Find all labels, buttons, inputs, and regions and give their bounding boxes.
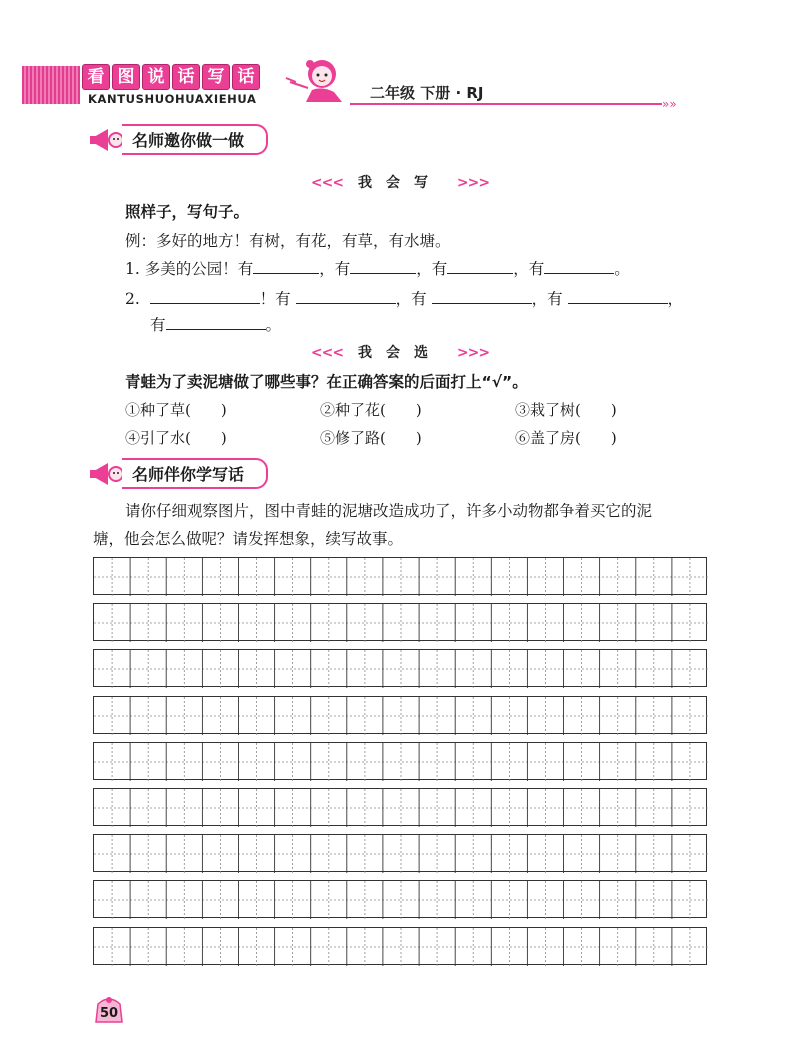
sub-header-choose bbox=[0, 342, 800, 362]
question-2-line2 bbox=[150, 313, 281, 335]
q1-sep: ，有 bbox=[416, 260, 448, 278]
arrow-right-icon: >>> bbox=[456, 345, 490, 361]
q1-sep: ，有 bbox=[319, 260, 351, 278]
q2-sep: ， bbox=[667, 290, 684, 308]
q2-line2-prefix: 有 bbox=[150, 316, 166, 334]
girl-mascot-icon bbox=[282, 52, 352, 108]
blank[interactable] bbox=[150, 289, 260, 304]
writing-grid-row[interactable] bbox=[93, 649, 707, 687]
header-title-char: 说 bbox=[142, 64, 170, 90]
header-divider bbox=[350, 103, 662, 105]
writing-grid-row[interactable] bbox=[93, 834, 707, 872]
writing-grid-row[interactable] bbox=[93, 557, 707, 595]
header-pinyin: KANTUSHUOHUAXIEHUA bbox=[88, 92, 257, 106]
option[interactable]: ⑥盖了房( ) bbox=[515, 429, 617, 447]
blank[interactable] bbox=[296, 289, 396, 304]
header-title-char: 图 bbox=[112, 64, 140, 90]
instruction: 照样子，写句子。 bbox=[125, 203, 250, 221]
header-title bbox=[82, 64, 260, 90]
page-number: 50 bbox=[99, 1006, 119, 1021]
blank[interactable] bbox=[544, 259, 614, 274]
section-banner-2 bbox=[90, 458, 268, 489]
writing-grid-row[interactable] bbox=[93, 603, 707, 641]
question-1 bbox=[125, 257, 630, 279]
section-banner-label: 名师邀你做一做 bbox=[122, 124, 268, 155]
blank[interactable] bbox=[432, 289, 532, 304]
option[interactable]: ①种了草( ) bbox=[125, 401, 227, 419]
blank[interactable] bbox=[568, 289, 668, 304]
question-2 bbox=[125, 287, 683, 309]
option[interactable]: ②种了花( ) bbox=[320, 401, 422, 419]
blank[interactable] bbox=[166, 315, 266, 330]
writing-grid-row[interactable] bbox=[93, 788, 707, 826]
writing-prompt-line2: 塘，他会怎么做呢？请发挥想象，续写故事。 bbox=[93, 530, 404, 548]
sub-header-write bbox=[0, 172, 800, 192]
option[interactable]: ④引了水( ) bbox=[125, 429, 227, 447]
megaphone-icon bbox=[90, 459, 126, 489]
option[interactable]: ③栽了树( ) bbox=[515, 401, 617, 419]
writing-grid-row[interactable] bbox=[93, 927, 707, 965]
blank[interactable] bbox=[253, 259, 319, 274]
header-arrow-icon: »» bbox=[662, 97, 677, 111]
option[interactable]: ⑤修了路( ) bbox=[320, 429, 422, 447]
arrow-left-icon: <<< bbox=[310, 175, 344, 191]
section-banner-1 bbox=[90, 124, 268, 155]
writing-grid-row[interactable] bbox=[93, 742, 707, 780]
q1-end: 。 bbox=[614, 260, 630, 278]
q1-prefix: 1. 多美的公园！有 bbox=[125, 260, 254, 278]
section-banner-label: 名师伴你学写话 bbox=[122, 458, 268, 489]
q2-sep: ，有 bbox=[531, 290, 563, 308]
header-title-char: 话 bbox=[172, 64, 200, 90]
blank[interactable] bbox=[447, 259, 513, 274]
writing-prompt-line1: 请你仔细观察图片，图中青蛙的泥塘改造成功了，许多小动物都争着买它的泥 bbox=[125, 502, 653, 520]
choose-question: 青蛙为了卖泥塘做了哪些事？在正确答案的后面打上“√”。 bbox=[125, 373, 528, 391]
arrow-left-icon: <<< bbox=[310, 345, 344, 361]
header-title-char: 话 bbox=[232, 64, 260, 90]
writing-grid-row[interactable] bbox=[93, 880, 707, 918]
writing-grid-row[interactable] bbox=[93, 696, 707, 734]
megaphone-icon bbox=[90, 125, 126, 155]
q2-end: 。 bbox=[265, 316, 282, 334]
q2-sep: ！有 bbox=[259, 290, 291, 308]
blank[interactable] bbox=[350, 259, 416, 274]
sub-header-label: 我会选 bbox=[358, 345, 442, 361]
q2-prefix: 2. bbox=[125, 290, 140, 308]
q1-sep: ，有 bbox=[513, 260, 545, 278]
header-stripe-band bbox=[22, 66, 80, 104]
header-title-char: 看 bbox=[82, 64, 110, 90]
header-grade: 二年级 下册 · RJ bbox=[370, 84, 484, 102]
example-sentence: 例：多好的地方！有树，有花，有草，有水塘。 bbox=[125, 232, 451, 250]
q2-sep: ，有 bbox=[395, 290, 427, 308]
sub-header-label: 我会写 bbox=[358, 175, 442, 191]
arrow-right-icon: >>> bbox=[456, 175, 490, 191]
header-title-char: 写 bbox=[202, 64, 230, 90]
